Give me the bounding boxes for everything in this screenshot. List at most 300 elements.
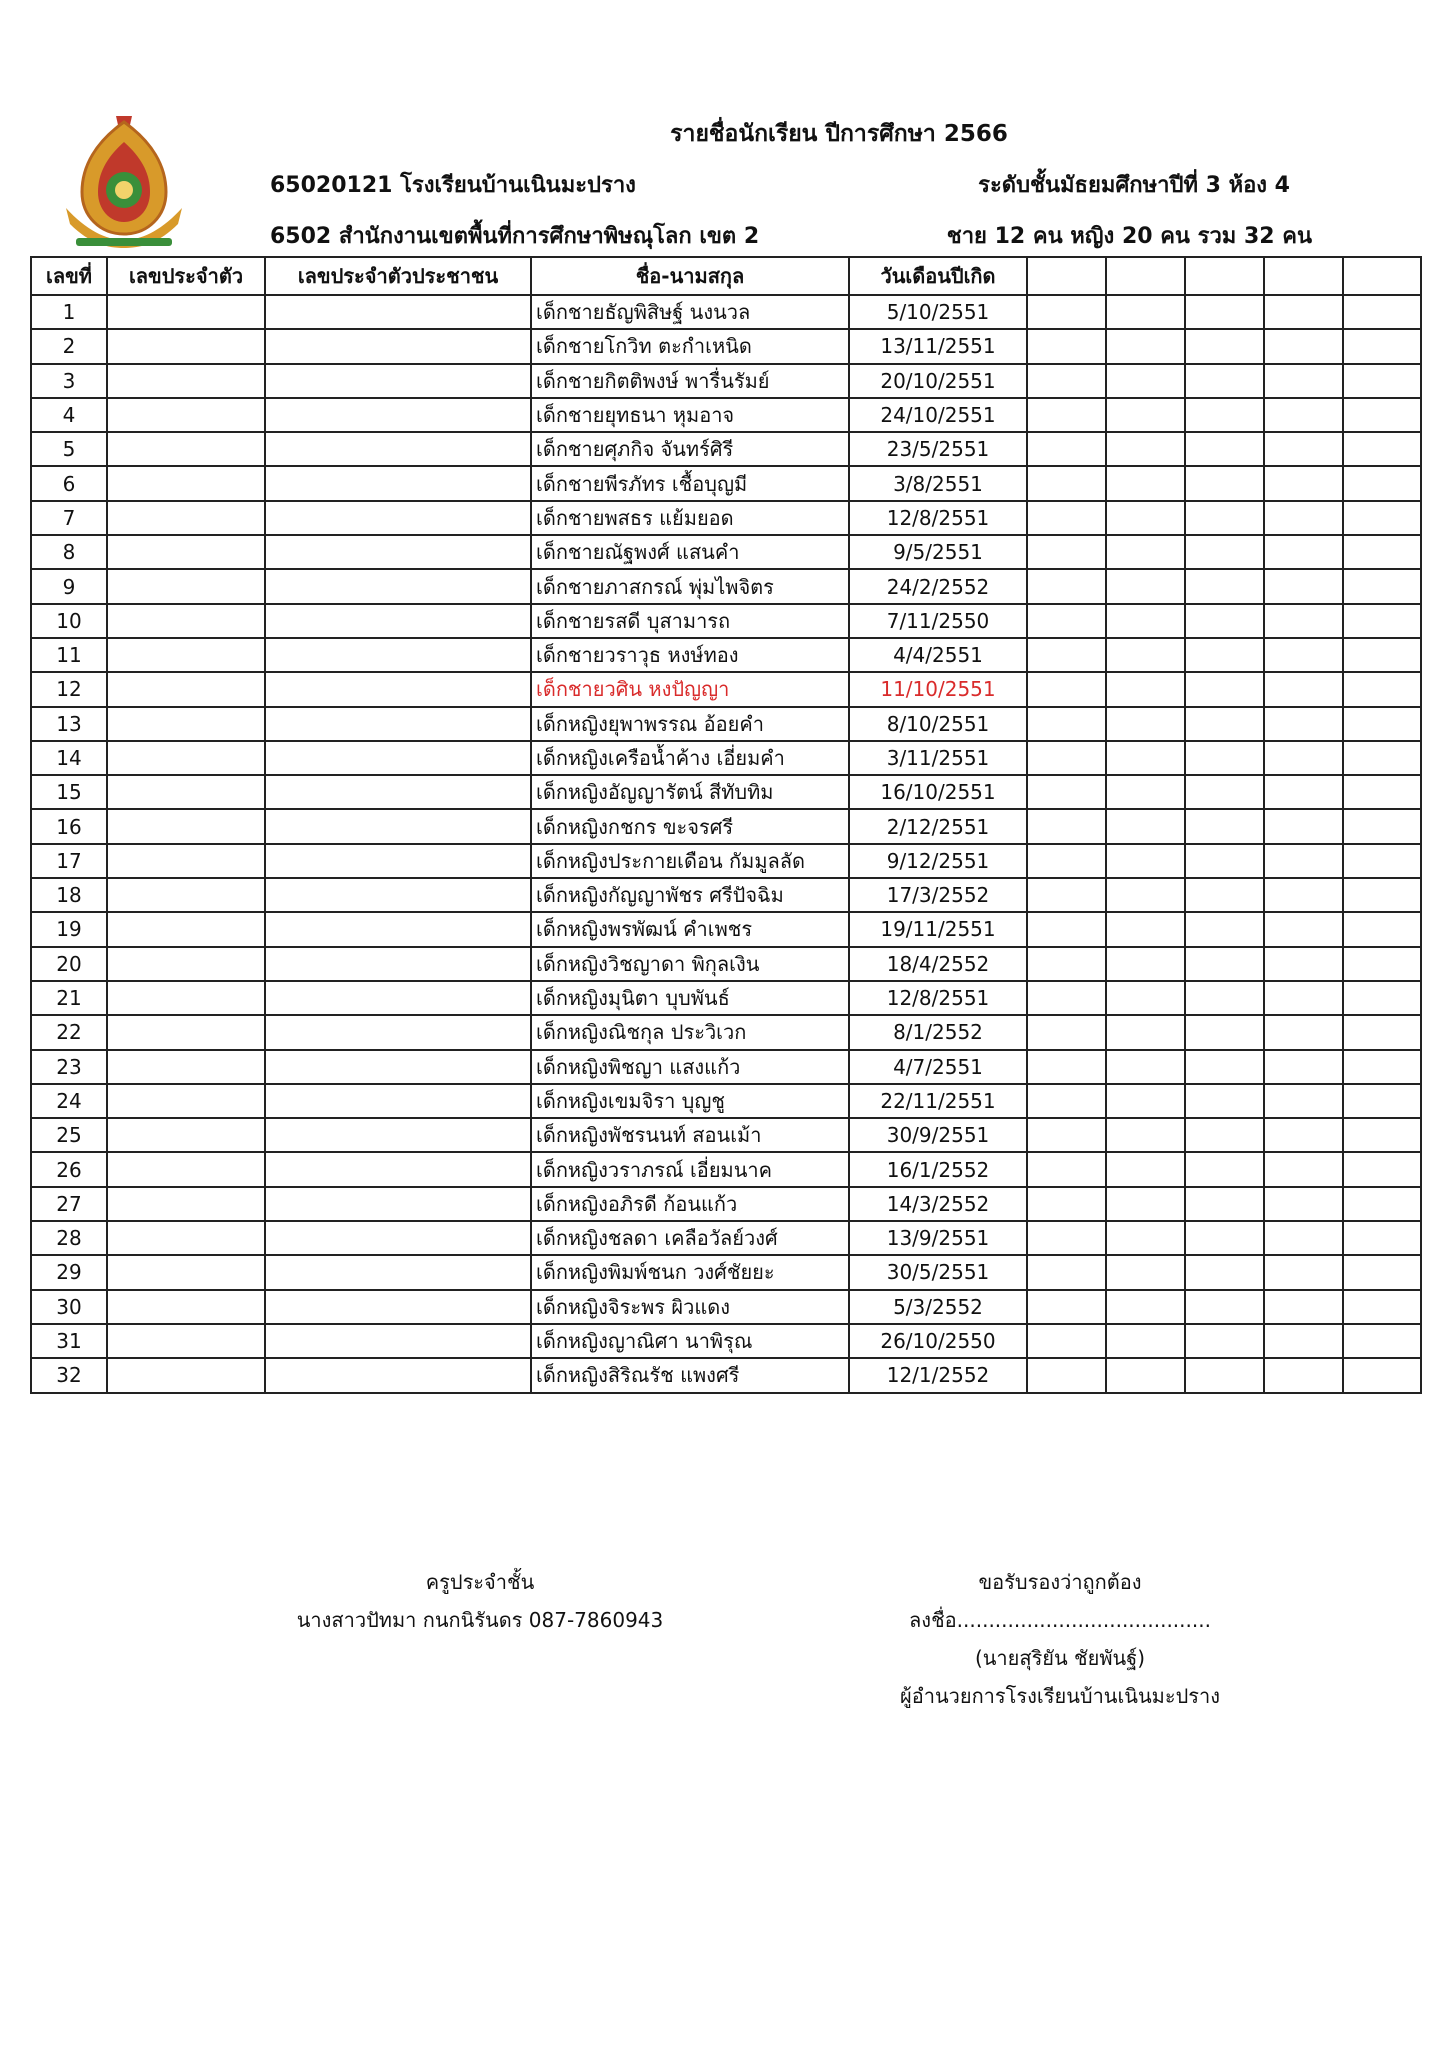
birth-date: 11/10/2551 [849, 672, 1027, 706]
table-row [31, 947, 1421, 981]
student-name: เด็กหญิงณิชกุล ประวิเวก [531, 1015, 849, 1049]
blank-cell [1027, 364, 1106, 398]
blank-cell [1264, 672, 1343, 706]
student-name: เด็กหญิงยุพาพรรณ อ้อยคำ [531, 707, 849, 741]
blank-cell [1106, 878, 1185, 912]
blank-cell [1343, 707, 1421, 741]
blank-cell [1106, 707, 1185, 741]
student-id-cell [107, 775, 265, 809]
citizen-id-cell [265, 432, 531, 466]
blank-cell [1106, 1255, 1185, 1289]
table-row [31, 672, 1421, 706]
table-row [31, 501, 1421, 535]
blank-cell [1185, 1358, 1264, 1392]
blank-cell [1264, 981, 1343, 1015]
table-row [31, 912, 1421, 946]
blank-cell [1185, 844, 1264, 878]
blank-cell [1027, 1050, 1106, 1084]
student-name: เด็กชายศุภกิจ จันทร์ศิรี [531, 432, 849, 466]
blank-cell [1027, 809, 1106, 843]
blank-cell [1106, 672, 1185, 706]
student-id-cell [107, 329, 265, 363]
row-number: 25 [31, 1118, 107, 1152]
citizen-id-cell [265, 638, 531, 672]
table-row [31, 707, 1421, 741]
row-number: 29 [31, 1255, 107, 1289]
birth-date: 4/7/2551 [849, 1050, 1027, 1084]
table-row [31, 741, 1421, 775]
table-row [31, 981, 1421, 1015]
blank-cell [1106, 604, 1185, 638]
column-header: เลขที่ [31, 257, 107, 295]
row-number: 24 [31, 1084, 107, 1118]
blank-cell [1264, 1118, 1343, 1152]
row-number: 4 [31, 398, 107, 432]
blank-cell [1264, 1324, 1343, 1358]
student-id-cell [107, 638, 265, 672]
student-name: เด็กชายพสธร แย้มยอด [531, 501, 849, 535]
student-name: เด็กชายโกวิท ตะกำเหนิด [531, 329, 849, 363]
citizen-id-cell [265, 878, 531, 912]
blank-cell [1343, 329, 1421, 363]
blank-cell [1106, 1324, 1185, 1358]
citizen-id-cell [265, 981, 531, 1015]
birth-date: 24/2/2552 [849, 569, 1027, 603]
blank-cell [1264, 501, 1343, 535]
blank-cell [1264, 535, 1343, 569]
blank-cell [1106, 1152, 1185, 1186]
education-office: 6502 สำนักงานเขตพื้นที่การศึกษาพิษณุโลก เขต 2 [270, 224, 760, 249]
student-id-cell [107, 466, 265, 500]
blank-cell [1185, 981, 1264, 1015]
blank-cell [1027, 1152, 1106, 1186]
class-level: ระดับชั้นมัธยมศึกษาปีที่ 3 ห้อง 4 [978, 173, 1290, 198]
row-number: 9 [31, 569, 107, 603]
blank-cell [1343, 741, 1421, 775]
birth-date: 5/10/2551 [849, 295, 1027, 329]
blank-cell [1185, 1015, 1264, 1049]
student-id-cell [107, 501, 265, 535]
blank-cell [1027, 775, 1106, 809]
student-id-cell [107, 432, 265, 466]
table-row [31, 569, 1421, 603]
table-row [31, 1221, 1421, 1255]
student-id-cell [107, 981, 265, 1015]
column-header [1343, 257, 1421, 295]
blank-cell [1027, 569, 1106, 603]
row-number: 17 [31, 844, 107, 878]
blank-cell [1343, 981, 1421, 1015]
blank-cell [1264, 1187, 1343, 1221]
citizen-id-cell [265, 466, 531, 500]
birth-date: 22/11/2551 [849, 1084, 1027, 1118]
blank-cell [1343, 809, 1421, 843]
blank-cell [1027, 947, 1106, 981]
column-header [1185, 257, 1264, 295]
blank-cell [1343, 638, 1421, 672]
blank-cell [1027, 1118, 1106, 1152]
row-number: 13 [31, 707, 107, 741]
blank-cell [1185, 809, 1264, 843]
blank-cell [1264, 329, 1343, 363]
row-number: 16 [31, 809, 107, 843]
column-header [1027, 257, 1106, 295]
blank-cell [1343, 501, 1421, 535]
row-number: 10 [31, 604, 107, 638]
blank-cell [1106, 1187, 1185, 1221]
row-number: 12 [31, 672, 107, 706]
blank-cell [1343, 1290, 1421, 1324]
row-number: 14 [31, 741, 107, 775]
blank-cell [1185, 775, 1264, 809]
blank-cell [1027, 741, 1106, 775]
birth-date: 12/8/2551 [849, 501, 1027, 535]
birth-date: 30/5/2551 [849, 1255, 1027, 1289]
blank-cell [1185, 741, 1264, 775]
table-row [31, 1358, 1421, 1392]
birth-date: 9/12/2551 [849, 844, 1027, 878]
student-id-cell [107, 912, 265, 946]
blank-cell [1027, 1015, 1106, 1049]
row-number: 32 [31, 1358, 107, 1392]
blank-cell [1185, 466, 1264, 500]
blank-cell [1106, 364, 1185, 398]
table-row [31, 1118, 1421, 1152]
row-number: 5 [31, 432, 107, 466]
student-name: เด็กชายวราวุธ หงษ์ทอง [531, 638, 849, 672]
row-number: 11 [31, 638, 107, 672]
blank-cell [1264, 775, 1343, 809]
table-row [31, 604, 1421, 638]
blank-cell [1264, 569, 1343, 603]
column-header [1106, 257, 1185, 295]
row-number: 22 [31, 1015, 107, 1049]
blank-cell [1343, 844, 1421, 878]
blank-cell [1185, 1084, 1264, 1118]
blank-cell [1027, 638, 1106, 672]
student-name: เด็กหญิงพิมพ์ชนก วงศ์ชัยยะ [531, 1255, 849, 1289]
column-header: เลขประจำตัวประชาชน [265, 257, 531, 295]
table-row [31, 432, 1421, 466]
blank-cell [1185, 672, 1264, 706]
row-number: 30 [31, 1290, 107, 1324]
blank-cell [1343, 775, 1421, 809]
student-id-cell [107, 1118, 265, 1152]
blank-cell [1106, 809, 1185, 843]
row-number: 8 [31, 535, 107, 569]
blank-cell [1106, 432, 1185, 466]
teacher-role-label: ครูประจำชั้น [425, 1570, 535, 1594]
blank-cell [1343, 672, 1421, 706]
birth-date: 30/9/2551 [849, 1118, 1027, 1152]
blank-cell [1185, 1050, 1264, 1084]
blank-cell [1264, 1255, 1343, 1289]
row-number: 3 [31, 364, 107, 398]
blank-cell [1185, 398, 1264, 432]
student-roster-table [30, 256, 1422, 1394]
row-number: 27 [31, 1187, 107, 1221]
birth-date: 24/10/2551 [849, 398, 1027, 432]
student-name: เด็กหญิงมุนิตา บุบพันธ์ [531, 981, 849, 1015]
student-name: เด็กหญิงชลดา เคลือวัลย์วงศ์ [531, 1221, 849, 1255]
student-id-cell [107, 741, 265, 775]
student-id-cell [107, 364, 265, 398]
signature-line: ลงชื่อ........................................ [909, 1608, 1211, 1632]
student-id-cell [107, 878, 265, 912]
blank-cell [1106, 947, 1185, 981]
blank-cell [1185, 707, 1264, 741]
row-number: 19 [31, 912, 107, 946]
blank-cell [1106, 466, 1185, 500]
table-row [31, 878, 1421, 912]
blank-cell [1264, 947, 1343, 981]
blank-cell [1343, 912, 1421, 946]
table-row [31, 844, 1421, 878]
citizen-id-cell [265, 844, 531, 878]
student-id-cell [107, 947, 265, 981]
birth-date: 13/9/2551 [849, 1221, 1027, 1255]
blank-cell [1185, 1187, 1264, 1221]
table-row [31, 1290, 1421, 1324]
blank-cell [1185, 947, 1264, 981]
row-number: 28 [31, 1221, 107, 1255]
blank-cell [1106, 1050, 1185, 1084]
blank-cell [1264, 432, 1343, 466]
blank-cell [1264, 638, 1343, 672]
birth-date: 23/5/2551 [849, 432, 1027, 466]
blank-cell [1185, 1152, 1264, 1186]
student-name: เด็กหญิงญาณิศา นาพิรุณ [531, 1324, 849, 1358]
birth-date: 2/12/2551 [849, 809, 1027, 843]
birth-date: 3/11/2551 [849, 741, 1027, 775]
row-number: 31 [31, 1324, 107, 1358]
blank-cell [1027, 1221, 1106, 1255]
blank-cell [1343, 1255, 1421, 1289]
blank-cell [1027, 707, 1106, 741]
blank-cell [1027, 981, 1106, 1015]
blank-cell [1264, 1358, 1343, 1392]
blank-cell [1106, 844, 1185, 878]
blank-cell [1106, 741, 1185, 775]
student-name: เด็กหญิงเครือน้ำค้าง เอี่ยมคำ [531, 741, 849, 775]
student-id-cell [107, 1255, 265, 1289]
blank-cell [1185, 501, 1264, 535]
blank-cell [1027, 1290, 1106, 1324]
student-id-cell [107, 604, 265, 638]
blank-cell [1264, 1015, 1343, 1049]
birth-date: 4/4/2551 [849, 638, 1027, 672]
blank-cell [1106, 329, 1185, 363]
blank-cell [1106, 1084, 1185, 1118]
birth-date: 13/11/2551 [849, 329, 1027, 363]
table-row [31, 398, 1421, 432]
row-number: 18 [31, 878, 107, 912]
blank-cell [1027, 1187, 1106, 1221]
student-id-cell [107, 844, 265, 878]
blank-cell [1185, 1255, 1264, 1289]
citizen-id-cell [265, 1152, 531, 1186]
blank-cell [1264, 1221, 1343, 1255]
student-name: เด็กหญิงพิชญา แสงแก้ว [531, 1050, 849, 1084]
student-name: เด็กชายยุทธนา หุมอาจ [531, 398, 849, 432]
table-row [31, 809, 1421, 843]
student-id-cell [107, 1221, 265, 1255]
birth-date: 26/10/2550 [849, 1324, 1027, 1358]
blank-cell [1343, 1324, 1421, 1358]
student-id-cell [107, 1050, 265, 1084]
blank-cell [1343, 569, 1421, 603]
student-name: เด็กหญิงพัชรนนท์ สอนเม้า [531, 1118, 849, 1152]
blank-cell [1264, 1084, 1343, 1118]
blank-cell [1027, 672, 1106, 706]
birth-date: 16/10/2551 [849, 775, 1027, 809]
row-number: 20 [31, 947, 107, 981]
table-row [31, 1084, 1421, 1118]
blank-cell [1106, 775, 1185, 809]
blank-cell [1027, 912, 1106, 946]
birth-date: 18/4/2552 [849, 947, 1027, 981]
student-id-cell [107, 1324, 265, 1358]
blank-cell [1343, 295, 1421, 329]
table-row [31, 1015, 1421, 1049]
student-id-cell [107, 672, 265, 706]
blank-cell [1264, 878, 1343, 912]
citizen-id-cell [265, 1050, 531, 1084]
blank-cell [1185, 535, 1264, 569]
blank-cell [1185, 1221, 1264, 1255]
blank-cell [1027, 466, 1106, 500]
student-id-cell [107, 1152, 265, 1186]
student-name: เด็กหญิงกัญญาพัชร ศรีปัจฉิม [531, 878, 849, 912]
table-row [31, 535, 1421, 569]
table-body [31, 295, 1421, 1393]
blank-cell [1106, 501, 1185, 535]
blank-cell [1027, 535, 1106, 569]
blank-cell [1106, 569, 1185, 603]
student-id-cell [107, 398, 265, 432]
blank-cell [1027, 1358, 1106, 1392]
blank-cell [1264, 809, 1343, 843]
student-id-cell [107, 1187, 265, 1221]
blank-cell [1264, 604, 1343, 638]
blank-cell [1343, 604, 1421, 638]
student-name: เด็กหญิงวราภรณ์ เอี่ยมนาค [531, 1152, 849, 1186]
citizen-id-cell [265, 295, 531, 329]
student-id-cell [107, 535, 265, 569]
table-row [31, 364, 1421, 398]
director-name: (นายสุริยัน ชัยพันฐ์) [974, 1646, 1146, 1670]
student-name: เด็กชายพีรภัทร เชื้อบุญมี [531, 466, 849, 500]
blank-cell [1264, 1152, 1343, 1186]
row-number: 6 [31, 466, 107, 500]
citizen-id-cell [265, 809, 531, 843]
student-id-cell [107, 569, 265, 603]
row-number: 26 [31, 1152, 107, 1186]
student-id-cell [107, 295, 265, 329]
blank-cell [1185, 295, 1264, 329]
blank-cell [1185, 638, 1264, 672]
blank-cell [1343, 947, 1421, 981]
birth-date: 12/1/2552 [849, 1358, 1027, 1392]
blank-cell [1027, 1084, 1106, 1118]
birth-date: 16/1/2552 [849, 1152, 1027, 1186]
column-header: เลขประจำตัว [107, 257, 265, 295]
table-row [31, 466, 1421, 500]
director-title: ผู้อำนวยการโรงเรียนบ้านเนินมะปราง [899, 1684, 1221, 1708]
table-row [31, 1152, 1421, 1186]
student-name: เด็กหญิงอัญญารัตน์ สีทับทิม [531, 775, 849, 809]
blank-cell [1027, 501, 1106, 535]
citizen-id-cell [265, 1187, 531, 1221]
student-name: เด็กหญิงกชกร ขะจรศรี [531, 809, 849, 843]
blank-cell [1343, 432, 1421, 466]
blank-cell [1106, 1015, 1185, 1049]
blank-cell [1264, 364, 1343, 398]
certification-label: ขอรับรองว่าถูกต้อง [978, 1570, 1142, 1594]
row-number: 15 [31, 775, 107, 809]
student-name: เด็กหญิงวิชญาดา พิกุลเงิน [531, 947, 849, 981]
blank-cell [1185, 912, 1264, 946]
student-id-cell [107, 1015, 265, 1049]
citizen-id-cell [265, 569, 531, 603]
birth-date: 3/8/2551 [849, 466, 1027, 500]
blank-cell [1185, 432, 1264, 466]
citizen-id-cell [265, 947, 531, 981]
row-number: 21 [31, 981, 107, 1015]
student-name: เด็กชายกิตติพงษ์ พารื่นรัมย์ [531, 364, 849, 398]
blank-cell [1185, 878, 1264, 912]
student-name: เด็กหญิงพรพัฒน์ คำเพชร [531, 912, 849, 946]
blank-cell [1343, 398, 1421, 432]
blank-cell [1106, 1358, 1185, 1392]
blank-cell [1343, 364, 1421, 398]
citizen-id-cell [265, 1118, 531, 1152]
blank-cell [1264, 741, 1343, 775]
blank-cell [1027, 1255, 1106, 1289]
blank-cell [1027, 604, 1106, 638]
citizen-id-cell [265, 535, 531, 569]
citizen-id-cell [265, 1015, 531, 1049]
column-header: วันเดือนปีเกิด [849, 257, 1027, 295]
birth-date: 8/10/2551 [849, 707, 1027, 741]
citizen-id-cell [265, 741, 531, 775]
blank-cell [1106, 295, 1185, 329]
blank-cell [1027, 878, 1106, 912]
citizen-id-cell [265, 1255, 531, 1289]
row-number: 23 [31, 1050, 107, 1084]
blank-cell [1106, 912, 1185, 946]
birth-date: 14/3/2552 [849, 1187, 1027, 1221]
student-name: เด็กหญิงจิระพร ผิวแดง [531, 1290, 849, 1324]
blank-cell [1106, 1118, 1185, 1152]
student-id-cell [107, 1290, 265, 1324]
blank-cell [1185, 1290, 1264, 1324]
blank-cell [1264, 912, 1343, 946]
student-name: เด็กหญิงสิริณรัช แพงศรี [531, 1358, 849, 1392]
citizen-id-cell [265, 1084, 531, 1118]
school-name: 65020121 โรงเรียนบ้านเนินมะปราง [270, 173, 636, 198]
blank-cell [1185, 1324, 1264, 1358]
birth-date: 17/3/2552 [849, 878, 1027, 912]
blank-cell [1264, 844, 1343, 878]
blank-cell [1264, 707, 1343, 741]
student-name: เด็กชายณัฐพงศ์ แสนคำ [531, 535, 849, 569]
blank-cell [1185, 1118, 1264, 1152]
table-row [31, 1255, 1421, 1289]
table-row [31, 295, 1421, 329]
blank-cell [1343, 466, 1421, 500]
blank-cell [1106, 398, 1185, 432]
